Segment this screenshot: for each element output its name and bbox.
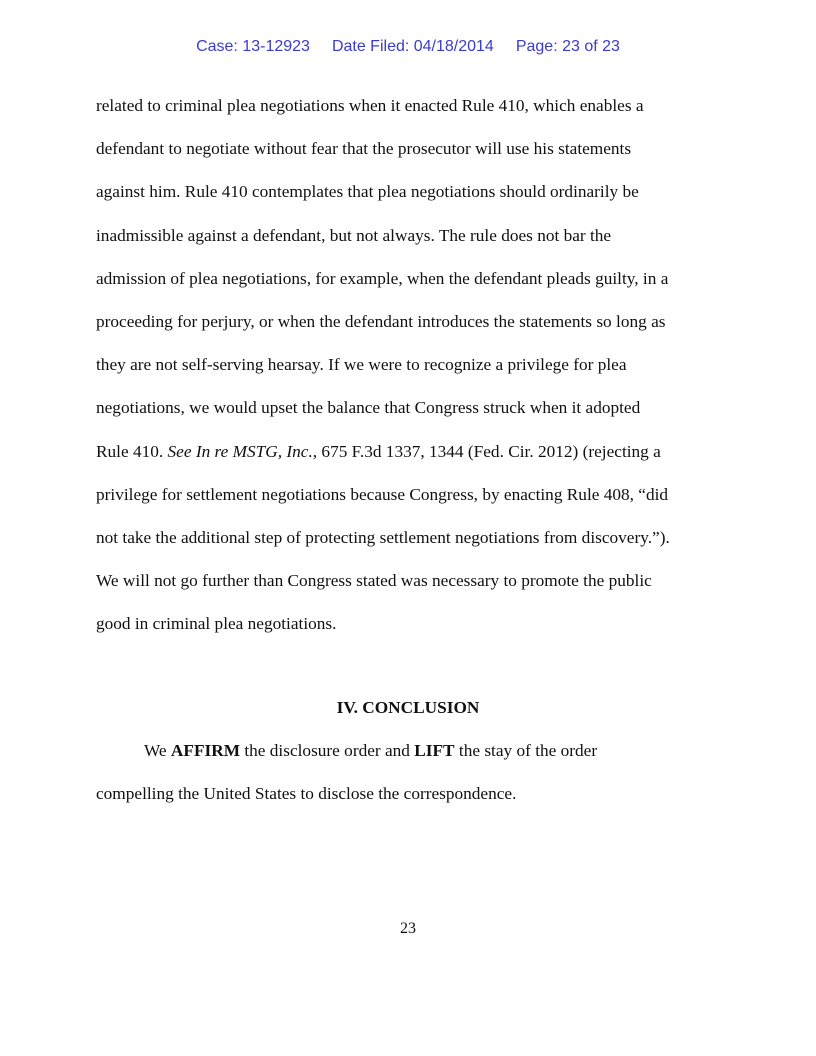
- body-line: We will not go further than Congress stated was necessary to promote the public: [96, 571, 652, 591]
- page-number: 23: [400, 920, 416, 937]
- conclusion-line: compelling the United States to disclose the correspondence.: [96, 784, 517, 804]
- conclusion-text: the stay of the order: [454, 741, 598, 760]
- body-line: they are not self-serving hearsay. If we were to recognize a privilege for plea: [96, 355, 627, 375]
- body-line: proceeding for perjury, or when the defendant introduces the statements so long as: [96, 311, 666, 331]
- body-line: good in criminal plea negotiations.: [96, 614, 337, 634]
- conclusion-text: the disclosure order and: [240, 741, 415, 760]
- body-line: negotiations, we would upset the balance that Congress struck when it adopted: [96, 398, 641, 418]
- section-heading: IV. CONCLUSION: [336, 698, 480, 717]
- affirm-keyword: AFFIRM: [170, 741, 241, 760]
- body-line: inadmissible against a defendant, but not always. The rule does not bar the: [96, 225, 612, 245]
- body-line: privilege for settlement negotiations because Congress, by enacting Rule 408, “did: [96, 484, 669, 504]
- opinion-body: [96, 84, 736, 645]
- body-line-citation: [96, 430, 736, 473]
- citation-prefix: Rule 410.: [96, 441, 168, 461]
- case-number: Case: 13-12923: [196, 38, 310, 55]
- body-line: against him. Rule 410 contemplates that plea negotiations should ordinarily be: [96, 182, 639, 202]
- case-citation: See In re MSTG, Inc.: [167, 441, 313, 461]
- body-line: admission of plea negotiations, for example, when the defendant pleads guilty, in a: [96, 268, 669, 288]
- citation-suffix: , 675 F.3d 1337, 1344 (Fed. Cir. 2012) (rejecting a: [312, 441, 661, 461]
- date-filed: Date Filed: 04/18/2014: [331, 38, 494, 55]
- page-indicator: Page: 23 of 23: [515, 38, 620, 55]
- body-line: defendant to negotiate without fear that the prosecutor will use his statements: [96, 139, 632, 159]
- conclusion-body: [96, 729, 736, 815]
- body-line: not take the additional step of protecting settlement negotiations from discovery.”).: [96, 527, 670, 547]
- conclusion-text: We: [144, 741, 171, 760]
- case-header: [0, 37, 816, 57]
- lift-keyword: LIFT: [414, 741, 455, 760]
- conclusion-line: [96, 729, 736, 772]
- body-line: related to criminal plea negotiations when it enacted Rule 410, which enables a: [96, 96, 644, 115]
